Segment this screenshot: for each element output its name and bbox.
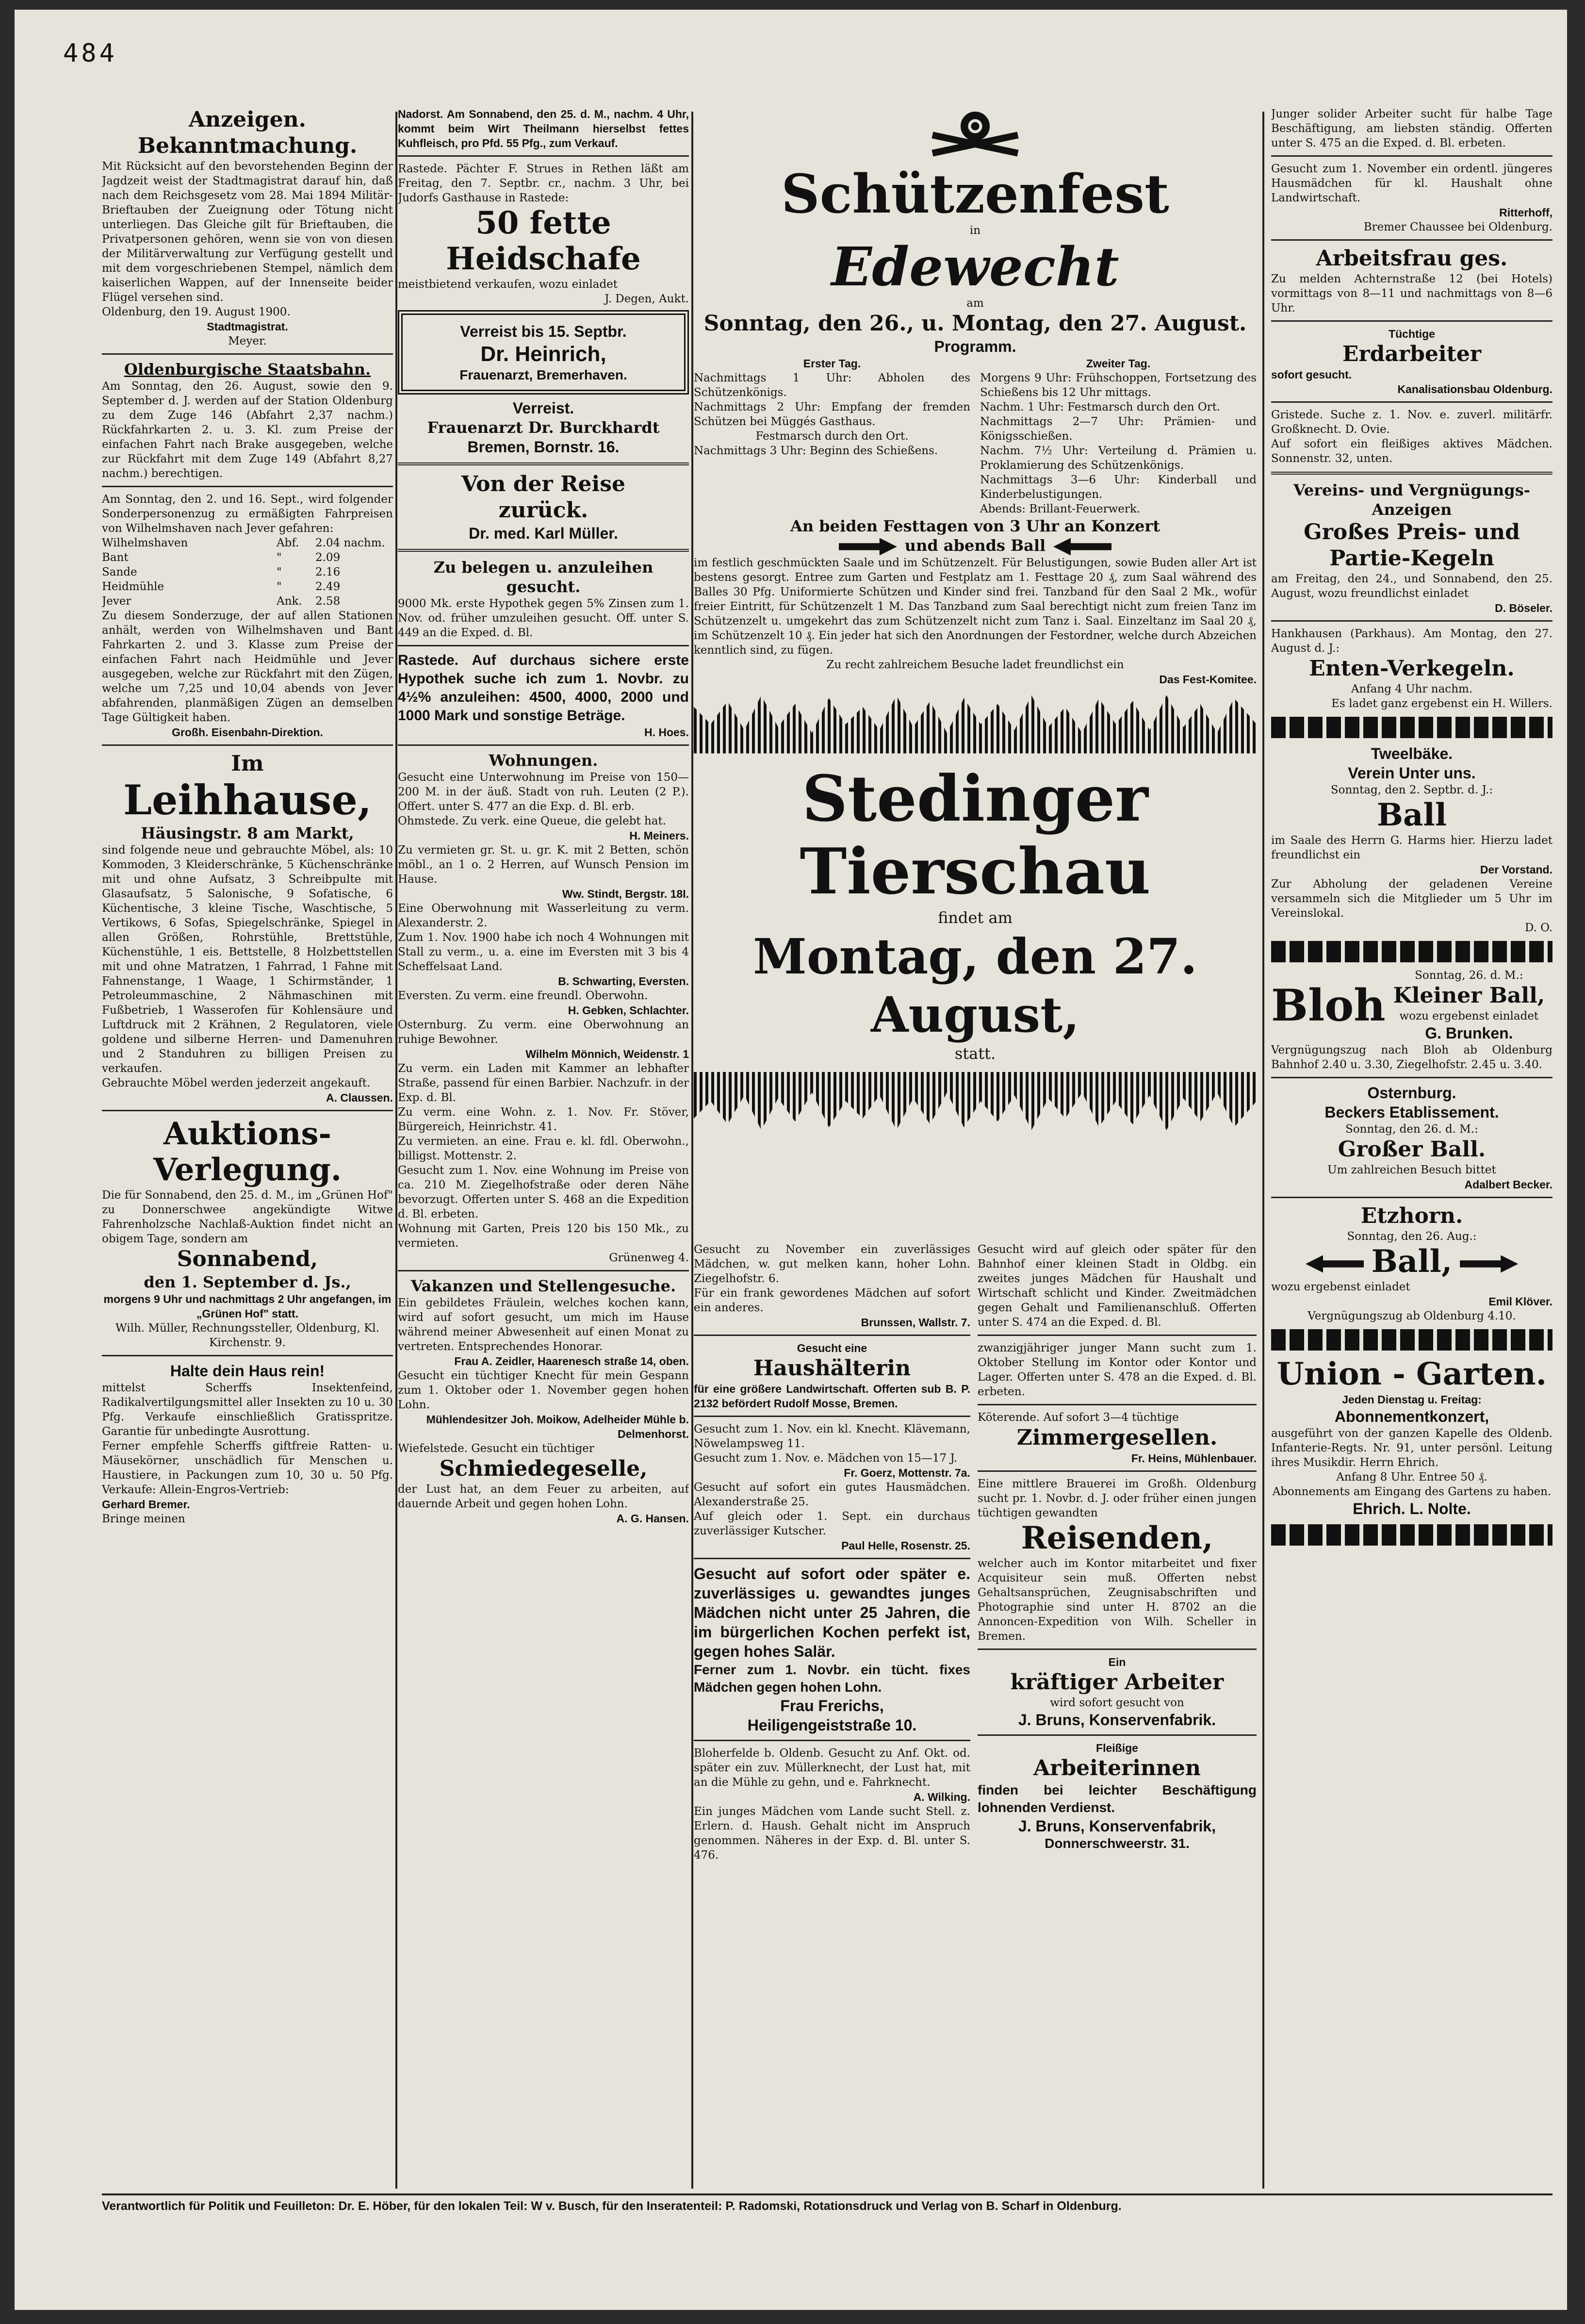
auction-time: morgens 9 Uhr und nachmittags 2 Uhr angefangen, im „Grünen Hof" statt. xyxy=(103,1293,392,1320)
ad-maid: Für ein frank gewordenes Mädchen auf sofort ein anderes. xyxy=(694,1287,970,1314)
section-heading-vakanzen: Vakanzen und Stellengesuche. xyxy=(410,1277,676,1295)
auction-day: Sonnabend, xyxy=(177,1247,318,1271)
tweelbaeke-title: Tweelbäke. xyxy=(1371,745,1453,762)
pawnshop-text: sind folgende neue und gebrauchte Möbel, als: 10 Kommoden, 3 Kleiderschränke, 5 Küchenschränke mit und ohne Aufsatz, 3 Schreibpulte mit Glasaufsatz, 5 Salonische, 9 Sofatische, 6 Küchentische, 3 kleine Tische, Waschtische, 5 Vertikows, 6 Sofas, Spiegelschränke, Spiegel in allen Größen, Rohrstühle, Brettstühle, Küchenstühle, 1 eis. Bettstelle, 8 Holzbettstellen mit und ohne Matratzen, 1 Fahrrad, 1 Fahne mit Fahnenstange, 1 Waage, 1 Schirmständer, 1 Petroleummaschine, 2 Nähmaschinen mit Fußbetrieb, 1 Wasserofen für Kohlensäure und Luftdruck mit 2 Krähnen, 2 Regulatoren, viele goldene und silberne Herren- und Damenuhren und 2 Standuhren zu billigen Preisen zu verkaufen. xyxy=(102,844,393,1075)
ad-wohnung: Zum 1. Nov. 1900 habe ich noch 4 Wohnungen mit Stall zu verm., u. a. eine im Eversten mit 3 bis 4 Scheffelsaat Land. xyxy=(398,931,689,973)
mortgage-title: Zu belegen u. anzuleihen gesucht. xyxy=(433,558,654,596)
tierschau-title: Stedinger Tierschau xyxy=(800,761,1151,908)
pawnshop-title: Leihhause, xyxy=(123,776,372,824)
auction-date: den 1. September d. Js., xyxy=(144,1273,351,1291)
pawnshop-text-2: Gebrauchte Möbel werden jederzeit angekauft. xyxy=(102,1077,371,1089)
ad-verreist-heinrich: Verreist bis 15. Septbr. Dr. Heinrich, Frauenarzt, Bremerhaven. xyxy=(398,310,689,395)
ad-vakanz: Ein gebildetes Fräulein, welches kochen kann, wird auf sofort gesucht, um mich im Hause während meiner Abwesenheit auf einen Monat zu vertreten. Entsprechendes Honorar. xyxy=(398,1297,689,1353)
ad-vakanz: Gesucht ein tüchtiger Knecht für mein Gespann zum 1. Oktober oder 1. November gegen hohen Lohn. xyxy=(398,1369,689,1411)
ad-kutscher: Auf gleich oder 1. Sept. ein durchaus zuverlässiger Kutscher. xyxy=(694,1510,970,1537)
decorative-border xyxy=(1271,1329,1552,1351)
crossed-rifles-target-icon xyxy=(927,107,1024,165)
timetable-row: Jever Ank. 2.58 xyxy=(102,595,341,608)
ad-hausmaedchen: Gesucht zum 1. November ein ordentl. jüngeres Hausmädchen für kl. Haushalt ohne Landwirtschaft. xyxy=(1271,163,1552,204)
special-train-text: Am Sonntag, den 2. und 16. Sept., wird folgender Sonderpersonenzug zu ermäßigten Fahrpreisen von Wilhelmshaven nach Jever gefahren: xyxy=(102,493,393,535)
railway-signature: Großh. Eisenbahn-Direktion. xyxy=(172,726,323,739)
worker-title: kräftiger Arbeiter xyxy=(1010,1670,1224,1695)
program-day-2: Zweiter Tag. Morgens 9 Uhr: Frühschoppen, Fortsetzung des Schießens bis 12 Uhr mittags. Nachm. 1 Uhr: Festmarsch durch den Ort. Nachmittags 2—7 Uhr: Prämien- und Königsschießen. Nachm. 7½ Uhr: Verteilung d. Prämien u. Proklamierung des Schützenkönigs. Nachmittags 3—6 Uhr: Kinderball und Kinderbelustigungen. Abends: Brillant-Feuerwerk. xyxy=(980,357,1257,515)
ad-knecht: Gesucht zum 1. Nov. ein kl. Knecht. Klävemann, Nöwelampsweg 11. xyxy=(694,1423,970,1450)
ad-maedchen: Auf sofort ein fleißiges aktives Mädchen. Sonnenstr. 32, unten. xyxy=(1271,438,1552,465)
fest-programm-heading: Programm. xyxy=(934,338,1016,355)
etzhorn-title: Etzhorn. xyxy=(1360,1203,1463,1228)
timetable-row: Heidmühle " 2.49 xyxy=(102,580,341,593)
ad-bloh: Bloh Sonntag, 26. d. M.: Kleiner Ball, wozu ergebenst einladet G. Brunken. xyxy=(1271,969,1545,1042)
vermin-title: Halte dein Haus rein! xyxy=(170,1362,325,1380)
column-rule xyxy=(691,112,693,2189)
auction-text: Die für Sonnabend, den 25. d. M., im „Grünen Hof" zu Donnerschwee angekündigte Witwe Fahrenholzsche Nachlaß-Auktion findet nicht an obigem Tage, sondern am xyxy=(102,1189,393,1245)
timetable-row: Wilhelmshaven Abf. 2.04 nachm. xyxy=(102,537,385,549)
imprint-footer: Verantwortlich für Politik und Feuilleton: Dr. E. Höber, für den lokalen Teil: W v. Busch, für den Inseratenteil: P. Radomski, Rotationsdruck und Verlag von B. Scharf in Oldenburg. xyxy=(102,2193,1552,2213)
ad-nadorst: Nadorst. Am Sonnabend, den 25. d. M., nachm. 4 Uhr, kommt beim Wirt Theilmann hierselbst fettes Kuhfleisch, pro Pfd. 55 Pfg., zum Verkauf. xyxy=(398,108,689,149)
decorative-border xyxy=(1271,941,1552,962)
ad-wohnung: Zu vermieten gr. St. u. gr. K. mit 2 Betten, schön möbl., an 1 o. 2 Herren, auf Wunsch Pension im Hause. xyxy=(398,844,689,886)
pointing-hand-icon xyxy=(1053,538,1111,556)
ad-junger-mann: zwanzigjähriger junger Mann sucht zum 1. Oktober Stellung im Kontor oder Kontor und Lager. Offerten unter S. 478 an die Exped. d. Bl. erbeten. xyxy=(978,1342,1257,1398)
ad-rastede-mortgage: Rastede. Auf durchaus sichere erste Hypothek suche ich zum 1. Novbr. zu 4½% anzuleihen: 4500, 4000, 2000 und 1000 Mark und sonstige Beträge. xyxy=(398,652,689,724)
column-3: Gesucht zu November ein zuverlässiges Mädchen, w. gut melken kann, hoher Lohn. Ziegelhofstr. 6. Für ein frank gewordenes Mädchen auf sofort ein anderes. Brunssen, Wallstr. 7. Gesucht eine Haushälterin für eine größere Landwirtschaft. Offerten sub B. P. 2132 befördert Rudolf Mosse, Bremen. Gesucht zum 1. Nov. ein kl. Knecht. Klävemann, Nöwelampsweg 11. Gesucht zum 1. Nov. e. Mädchen von 15—17 J. Fr. Goerz, Mottenstr. 7a. Gesucht auf sofort ein gutes Hausmädchen. Alexanderstraße 25. Auf gleich oder 1. Sept. ein durchaus zuverlässiger Kutscher. Paul Helle, Rosenstr. 25. Gesucht auf sofort oder später e. zuverlässiges u. gewandtes junges Mädchen nicht unter 25 Jahren, die im bürgerlichen Kochen perfekt ist, gegen hohes Salär. Ferner zum 1. Novbr. ein tücht. fixes Mädchen gegen hohen Lohn. Frau Frerichs, Heiligengeiststraße 10. Bloherfelde b. Oldenb. Gesucht zu Anf. Okt. od. später ein zuv. Müllerknecht, der Lust hat, mit an die Mühle zu gehn, und e. Fahrknecht. A. Wilking. Ein junges Mädchen vom Lande sucht Stell. z. Erlern. d. Haush. Gehalt nicht im Anspruch genommen. Näheres in der Exp. d. Bl. unter S. 476. xyxy=(694,1243,970,1862)
ad-zweitmaedchen: Gesucht wird auf gleich oder später für den Bahnhof einer kleinen Stadt in Oldbg. ein zweites junges Mädchen für Haushalt und Wirtschaft schlicht und Kinder. Zweitmädchen gegen Gehalt und Familienanschluß. Offerten unter S. 474 an die Exped. d. Bl. xyxy=(978,1243,1257,1329)
arbeitsfrau-title: Arbeitsfrau ges. xyxy=(1316,246,1508,271)
ad-maedchen: Gesucht zum 1. Nov. e. Mädchen von 15—17 J. xyxy=(694,1452,958,1465)
railway-text: Am Sonntag, den 26. August, sowie den 9. September d. J. werden auf der Station Oldenburg zu dem Zuge 146 (Abfahrt 2,37 nachm.) Rückfahrkarten 2. u. 3. Kl. zum Preise der einfachen Fahrt nach Brake ausgegeben, welche zur Rückfahrt mit dem Zuge 149 (Abfahrt 8,27 nachm.) berechtigen. xyxy=(102,380,393,480)
notice-signature: Stadtmagistrat. xyxy=(207,320,288,333)
decorative-border xyxy=(1271,1524,1552,1546)
ad-verreist-burckhardt: Verreist. Frauenarzt Dr. Burckhardt Bremen, Bornstr. 16. xyxy=(427,399,660,456)
column-1 xyxy=(102,107,393,2193)
center-feature-area: Schützenfest in Edewecht am Sonntag, den 26., u. Montag, den 27. August. Programm. Erster Tag. Nachmittags 1 Uhr: Abholen des Schützenkönigs. Nachmittags 2 Uhr: Empfang der fremden Schützen bei Müggés Gasthaus. Festmarsch durch den Ort. Nachmittags 3 Uhr: Beginn des Schießens. Zweiter Tag. Morgens 9 Uhr: Frühschoppen, Fortsetzung des Schießens bis 12 Uhr mittags. Nachm. 1 Uhr: Festmarsch durch den Ort. Nachmittags 2—7 Uhr: Prämien- und Königsschießen. Nachm. 7½ Uhr: Verteilung d. Prämien u. Proklamierung des Schützenkönigs. Nachmittags 3—6 Uhr: Kinderball und Kinderbelustigungen. Abends: Brillant-Feuerwerk. An beiden Festtagen von 3 Uhr an Konzert und abends Ball im festlich geschmückten Saale und im Schützenzelt. Für Belustigungen, sowie Buden aller Art ist bestens gesorgt. Entree zum Garten und Festplatz am 1. Festtage 20 ₰, zum Saal während des Balles 30 Pfg. Uniformierte Schützen und Kinder sind frei. Tanzband für den Saal 2 Mk., wofür freier Eintritt, für Schützenzelt 1 M. Das Tanzband zum Saal berechtigt nicht zum freien Tanz im Schützenzelt u. umgekehrt das zum Schützenzelt nicht zum Tanz i. Saal. Einzeltanz im Saal 20 ₰, im Schützenzelt 10 ₰. Ein jeder hat sich den Anordnungen der Festordner, welche durch Abzeichen kenntlich sind, zu fügen. Zu recht zahlreichem Besuche ladet freundlichst ein Das Fest-Komitee. Stedinger Tierschau findet am Montag, den 27. August, statt. xyxy=(694,107,1257,1237)
fest-signature: Das Fest-Komitee. xyxy=(1159,673,1257,686)
notice-text: Mit Rücksicht auf den bevorstehenden Beginn der Jagdzeit weist der Stadtmagistrat darauf hin, daß nach dem Reichsgesetz vom 28. Mai 1894 Militär-Brieftauben der Zueignung oder Tötung nicht unterliegen. Das Gleiche gilt für Brieftauben, die Privatpersonen gehören, wenn sie von von diesen der Militärverwaltung zur Verfügung gestellt und mit dem vorgeschriebenen Stempel, nämlich dem kaiserlichen Wappen, auf der Innenseite beider Flügel versehen sind. xyxy=(102,160,393,304)
special-train-text-2: Zu diesem Sonderzuge, der auf allen Stationen anhält, werden von Wilhelmshaven und Bant Fahrkarten 2. und 3. Klasse zum Preise der einfachen Fahrt nach Heidmühle und Jever ausgegeben, welche zur Rückfahrt mit den Zügen, welche um 7,25 und 10,04 abends von Jever abfahrenden, planmäßigen Zügen an demselben Tage Gültigkeit haben. xyxy=(102,610,393,724)
union-garten-title: Union - Garten. xyxy=(1277,1356,1547,1392)
sheep-signature: J. Degen, Aukt. xyxy=(605,293,689,305)
ad-frerichs: Gesucht auf sofort oder später e. zuverlässiges u. gewandtes junges Mädchen nicht unter 25 Jahren, die im bürgerlichen Kochen perfekt ist, gegen hohes Salär. xyxy=(694,1565,970,1660)
ad-wohnung: Zu verm. ein Laden mit Kammer an lebhafter Straße, passend für einen Barbier. Nachzufr. in der Exp. d. Bl. xyxy=(398,1062,689,1104)
railway-title: Oldenburgische Staatsbahn. xyxy=(124,360,371,379)
mortgage-text: 9000 Mk. erste Hypothek gegen 5% Zinsen zum 1. Nov. od. früher umzuleihen gesucht. Off. unter S. 449 an die Exped. d. Bl. xyxy=(398,597,689,639)
smith-title: Schmiedegeselle, xyxy=(439,1456,648,1481)
vermin-last: Bringe meinen xyxy=(102,1513,185,1525)
ad-reise-zurueck: Von der Reise zurück. Dr. med. Karl Müller. xyxy=(461,472,626,542)
pawnshop-im: Im xyxy=(231,751,264,776)
ad-wohnung: Eversten. Zu verm. eine freundl. Oberwohn. xyxy=(398,989,648,1002)
pawnshop-signature: A. Claussen. xyxy=(326,1091,393,1104)
fest-place: Edewecht xyxy=(831,235,1119,298)
fest-invite: Zu recht zahlreichem Besuche ladet freundlichst ein xyxy=(826,658,1124,671)
vermin-signature: Gerhard Bremer. xyxy=(102,1498,190,1511)
ad-wohnung: Gesucht zum 1. Nov. eine Wohnung im Preise von ca. 210 M. Ziegelhofstraße oder deren Nähe bevorzugt. Offerten unter S. 468 an die Expedition d. Bl. erbeten. xyxy=(398,1164,689,1220)
ad-hausmaedchen: Gesucht auf sofort ein gutes Hausmädchen. Alexanderstraße 25. xyxy=(694,1481,970,1508)
notice-date: Oldenburg, den 19. August 1900. xyxy=(102,306,291,318)
timetable xyxy=(102,536,393,609)
vermin-text-2: Ferner empfehle Scherffs giftfreie Ratten- u. Mäusekörner, unschädlich für Menschen u. Haustiere, in Packungen zum 10, 30 u. 50 Pfg. Verkaufe: Allein-Engros-Vertrieb: xyxy=(102,1440,393,1496)
fest-ball: und abends Ball xyxy=(694,536,1257,556)
column-4: Gesucht wird auf gleich oder später für den Bahnhof einer kleinen Stadt in Oldbg. ein zweites junges Mädchen für Haushalt und Wirtschaft schlicht und Kinder. Zweitmädchen gegen Gehalt und Familienanschluß. Offerten unter S. 474 an die Exped. d. Bl. zwanzigjähriger junger Mann sucht zum 1. Oktober Stellung im Kontor oder Kontor und Lager. Offerten unter S. 478 an die Exped. d. Bl. erbeten. Köterende. Auf sofort 3—4 tüchtige Zimmergesellen. Fr. Heins, Mühlenbauer. Eine mittlere Brauerei im Großh. Oldenburg sucht pr. 1. Novbr. d. J. oder früher einen jungen tüchtigen gewandten Reisenden, welcher auch im Kontor mitarbeitet und fixer Acquisiteur sein muß. Offerten nebst Gehaltsansprüchen, Zeugnisabschriften und Photographie sind unter H. 8702 an die Annoncen-Expedition von Wilh. Scheller in Bremen. Ein kräftiger Arbeiter wird sofort gesucht von J. Bruns, Konservenfabrik. Fleißige Arbeiterinnen finden bei leichter Beschäftigung lohnenden Verdienst. J. Bruns, Konservenfabrik, Donnerschweerstr. 31. xyxy=(978,1243,1257,1851)
ad-wohnung: Gesucht eine Unterwohnung im Preise von 150—200 M. in der äuß. Stadt von ruh. Leuten (2 P.). Offert. unter S. 477 an die Exp. d. Bl. erb. xyxy=(398,771,689,813)
auction-signature: Wilh. Müller, Rechnungssteller, Oldenburg, Kl. Kirchenstr. 9. xyxy=(115,1322,379,1349)
housekeeper-title: Haushälterin xyxy=(753,1356,911,1381)
ad-maid: Gesucht zu November ein zuverlässiges Mädchen, w. gut melken kann, hoher Lohn. Ziegelhofstr. 6. xyxy=(694,1243,970,1285)
newspaper-page xyxy=(15,10,1567,2310)
decorative-border xyxy=(1271,717,1552,738)
section-heading-anzeigen: Anzeigen. xyxy=(189,107,306,132)
osternburg-ball: Großer Ball. xyxy=(1338,1137,1486,1162)
auction-title-2: Verlegung. xyxy=(153,1152,342,1188)
decorative-border xyxy=(694,695,1257,754)
tweelbaeke-ball: Ball xyxy=(1376,797,1447,833)
pointing-hand-icon xyxy=(839,538,897,556)
notice-title: Bekanntmachung. xyxy=(137,133,358,158)
pawnshop-address: Häusingstr. 8 am Markt, xyxy=(141,824,354,842)
kegeln-title: Großes Preis- und xyxy=(1304,520,1520,544)
auction-title-1: Auktions- xyxy=(163,1116,332,1152)
column-rule xyxy=(395,112,397,2189)
ad-wohnung: Osternburg. Zu verm. eine Oberwohnung an ruhige Bewohner. xyxy=(398,1019,689,1046)
etzhorn-ball: Ball, xyxy=(1271,1244,1552,1280)
notice-signature-name: Meyer. xyxy=(228,335,267,347)
ad-wohnung: Eine Oberwohnung mit Wasserleitung zu verm. Alexanderstr. 2. xyxy=(398,902,689,929)
travelers-title: Reisenden, xyxy=(1021,1520,1213,1556)
page-number: 484 xyxy=(63,39,117,68)
timetable-row: Sande " 2.16 xyxy=(102,566,341,578)
fest-concert: An beiden Festtagen von 3 Uhr an Konzert xyxy=(790,517,1160,535)
column-rule xyxy=(1262,112,1264,2189)
erdarbeiter-title: Erdarbeiter xyxy=(1342,342,1482,366)
timetable-row: Bant " 2.09 xyxy=(102,551,341,564)
ad-rastede-mortgage-signature: H. Hoes. xyxy=(644,726,689,739)
enten-title: Enten-Verkegeln. xyxy=(1309,656,1515,681)
program-day-1: Erster Tag. Nachmittags 1 Uhr: Abholen des Schützenkönigs. Nachmittags 2 Uhr: Empfang der fremden Schützen bei Müggés Gasthaus. Festmarsch durch den Ort. Nachmittags 3 Uhr: Beginn des Schießens. xyxy=(694,357,970,457)
ad-rastede: Rastede. Pächter F. Strues in Rethen läßt am Freitag, den 7. Septbr. cr., nachm. 3 Uhr, bei Judorfs Gasthause in Rastede: xyxy=(398,163,689,204)
fest-date: Sonntag, den 26., u. Montag, den 27. August. xyxy=(703,311,1247,336)
fest-text: im festlich geschmückten Saale und im Schützenzelt. Für Belustigungen, sowie Buden aller Art ist bestens gesorgt. Entree zum Garten und Festplatz am 1. Festtage 20 ₰, zum Saal während des Balles 30 Pfg. Uniformierte Schützen und Kinder sind frei. Tanzband für den Saal 2 Mk., wofür freier Eintritt, für Schützenzelt 1 M. Das Tanzband zum Saal berechtigt nicht zum freien Tanz im Schützenzelt u. umgekehrt das zum Schützenzelt nicht zum Tanz i. Saal. Einzeltanz im Saal 20 ₰, im Schützenzelt 10 ₰. Ein jeder hat sich den Anordnungen der Festordner, welche durch Abzeichen kenntlich sind, zu fügen. xyxy=(694,556,1257,657)
ad-junges-maedchen: Ein junges Mädchen vom Lande sucht Stell. z. Erlern. d. Haush. Gehalt nicht im Anspruch genommen. Näheres in der Exp. d. Bl. unter S. 476. xyxy=(694,1805,970,1862)
section-heading-vereine: Vereins- und Vergnügungs-Anzeigen xyxy=(1293,481,1530,519)
sheep-title: 50 fette Heidschafe xyxy=(446,205,641,277)
tierschau-date: Montag, den 27. August, xyxy=(753,927,1197,1043)
ad-wohnung: Zu vermieten. an eine. Frau e. kl. fdl. Oberwohn., billigst. Mottenstr. 2. xyxy=(398,1135,689,1162)
ad-vakanz: Wiefelstede. Gesucht ein tüchtiger xyxy=(398,1442,594,1455)
vermin-text: mittelst Scherffs Insektenfeind, Radikalvertilgungsmittel aller Insekten zu 10 u. 30 Pfg. Verkaufe einschließlich Gratisspritze. Garantie für unbedingte Ausrottung. xyxy=(102,1382,393,1438)
female-workers-title: Arbeiterinnen xyxy=(1033,1756,1201,1780)
ad-wohnung: Ohmstede. Zu verk. eine Queue, die gelebt hat. xyxy=(398,815,667,827)
column-2: Nadorst. Am Sonnabend, den 25. d. M., nachm. 4 Uhr, kommt beim Wirt Theilmann hierselbst fettes Kuhfleisch, pro Pfd. 55 Pfg., zum Verkauf. Rastede. Pächter F. Strues in Rethen läßt am Freitag, den 7. Septbr. cr., nachm. 3 Uhr, bei Judorfs Gasthause in Rastede: 50 fette Heidschafe meistbietend verkaufen, wozu einladet J. Degen, Aukt. Verreist bis 15. Septbr. Dr. Heinrich, Frauenarzt, Bremerhaven. Verreist. Frauenarzt Dr. Burckhardt Bremen, Bornstr. 16. Von der Reise zurück. Dr. med. Karl Müller. Zu belegen u. anzuleihen gesucht. 9000 Mk. erste Hypothek gegen 5% Zinsen zum 1. Nov. od. früher umzuleihen gesucht. Off. unter S. 449 an die Exped. d. Bl. Rastede. Auf durchaus sichere erste Hypothek suche ich zum 1. Novbr. zu 4½% anzuleihen: 4500, 4000, 2000 und 1000 Mark und sonstige Beträge. H. Hoes. Wohnungen. Gesucht eine Unterwohnung im Preise von 150—200 M. in der äuß. Stadt von ruh. Leuten (2 P.). Offert. unter S. 477 an die Exp. d. Bl. erb. Ohmstede. Zu verk. eine Queue, die gelebt hat. H. Meiners. Zu vermieten gr. St. u. gr. K. mit 2 Betten, schön möbl., an 1 o. 2 Herren, auf Wunsch Pension im Hause. Ww. Stindt, Bergstr. 18I. Eine Oberwohnung mit Wasserleitung zu verm. Alexanderstr. 2. Zum 1. Nov. 1900 habe ich noch 4 Wohnungen mit Stall zu verm., u. a. eine im Eversten mit 3 bis 4 Scheffelsaat Land. B. Schwarting, Eversten. Eversten. Zu verm. eine freundl. Oberwohn. H. Gebken, Schlachter. Osternburg. Zu verm. eine Oberwohnung an ruhige Bewohner. Wilhelm Mönnich, Weidenstr. 1 Zu verm. ein Laden mit Kammer an lebhafter Straße, passend für einen Barbier. Nachzufr. in der Exp. d. Bl. Zu verm. eine Wohn. z. 1. Nov. Fr. Stöver, Bürgereich, Heinrichstr. 41. Zu vermieten. an eine. Frau e. kl. fdl. Oberwohn., billigst. Mottenstr. 2. Gesucht zum 1. Nov. eine Wohnung im Preise von ca. 210 M. Ziegelhofstraße oder deren Nähe bevorzugt. Offerten unter S. 468 an die Expedition d. Bl. erbeten. Wohnung mit Garten, Preis 120 bis 150 Mk., zu vermieten. Grünenweg 4. Vakanzen und Stellengesuche. Ein gebildetes Fräulein, welches kochen kann, wird auf sofort gesucht, um mich im Hause während meiner Abwesenheit auf einen Monat zu vertreten. Entsprechendes Honorar. Frau A. Zeidler, Haarenesch straße 14, oben. Gesucht ein tüchtiger Knecht für mein Gespann zum 1. Oktober oder 1. November gegen hohen Lohn. Mühlendesitzer Joh. Moikow, Adelheider Mühle b. Delmenhorst. Wiefelstede. Gesucht ein tüchtiger Schmiedegeselle, der Lust hat, an dem Feuer zu arbeiten, auf dauernde Arbeit und gegen hohen Lohn. A. G. Hansen. xyxy=(398,108,689,1525)
ad-wohnung: Zu verm. eine Wohn. z. 1. Nov. Fr. Stöver, Bürgereich, Heinrichstr. 41. xyxy=(398,1106,689,1133)
ad-arbeiter: Junger solider Arbeiter sucht für halbe Tage Beschäftigung, am liebsten ständig. Offerten unter S. 475 an die Exped. d. Bl. erbeten. xyxy=(1271,108,1552,149)
ad-gristede: Gristede. Suche z. 1. Nov. e. zuverl. militärfr. Großknecht. D. Ovie. xyxy=(1271,409,1552,436)
decorative-border xyxy=(694,1072,1257,1130)
column-5: Junger solider Arbeiter sucht für halbe Tage Beschäftigung, am liebsten ständig. Offerten unter S. 475 an die Exped. d. Bl. erbeten. Gesucht zum 1. November ein ordentl. jüngeres Hausmädchen für kl. Haushalt ohne Landwirtschaft. Ritterhoff, Bremer Chaussee bei Oldenburg. Arbeitsfrau ges. Zu melden Achternstraße 12 (bei Hotels) vormittags von 8—11 und nachmittags von 8—6 Uhr. Tüchtige Erdarbeiter sofort gesucht. Kanalisationsbau Oldenburg. Gristede. Suche z. 1. Nov. e. zuverl. militärfr. Großknecht. D. Ovie. Auf sofort ein fleißiges aktives Mädchen. Sonnenstr. 32, unten. Vereins- und Vergnügungs-Anzeigen Großes Preis- und Partie-Kegeln am Freitag, den 24., und Sonnabend, den 25. August, wozu freundlichst einladet D. Böseler. Hankhausen (Parkhaus). Am Montag, den 27. August d. J.: Enten-Verkegeln. Anfang 4 Uhr nachm. Es ladet ganz ergebenst ein H. Willers. Tweelbäke. Verein Unter uns. Sonntag, den 2. Septbr. d. J.: Ball im Saale des Herrn G. Harms hier. Hierzu ladet freundlichst ein Der Vorstand. Zur Abholung der geladenen Vereine versammeln sich die Mitglieder um 5 Uhr im Vereinslokal. D. O. Bloh Sonntag, 26. d. M.: Kleiner Ball, wozu ergebenst einladet G. Brunken. Vergnügungszug nach Bloh ab Oldenburg Bahnhof 2.40 u. 3.30, Ziegelhofstr. 2.45 u. 3.40. Osternburg. Beckers Etablissement. Sonntag, den 26. d. M.: Großer Ball. Um zahlreichen Besuch bittet Adalbert Becker. Etzhorn. Sonntag, den 26. Aug.: Ball, wozu ergebenst einladet Emil Klöver. Vergnügungszug ab Oldenburg 4.10. Union - Garten. Jeden Dienstag u. Freitag: Abonnementkonzert, ausgeführt von der ganzen Kapelle des Oldenb. Infanterie-Regts. Nr. 91, unter persönl. Leitung ihres Musikdir. Herrn Ehrich. Anfang 8 Uhr. Entree 50 ₰. Abonnements am Eingang des Gartens zu haben. Ehrich. L. Nolte. xyxy=(1271,107,1552,2193)
fest-program xyxy=(694,356,1257,516)
ad-wohnung: Wohnung mit Garten, Preis 120 bis 150 Mk., zu vermieten. xyxy=(398,1222,689,1250)
carpenters-title: Zimmergesellen. xyxy=(1016,1425,1218,1450)
section-heading-wohnungen: Wohnungen. xyxy=(489,751,598,770)
ad-bloherfelde: Bloherfelde b. Oldenb. Gesucht zu Anf. Okt. od. später ein zuv. Müllerknecht, der Lust hat, mit an die Mühle zu gehn, und e. Fahrknecht. xyxy=(694,1747,970,1789)
fest-title: Schützenfest xyxy=(781,163,1169,225)
sheep-text: meistbietend verkaufen, wozu einladet xyxy=(398,278,618,291)
